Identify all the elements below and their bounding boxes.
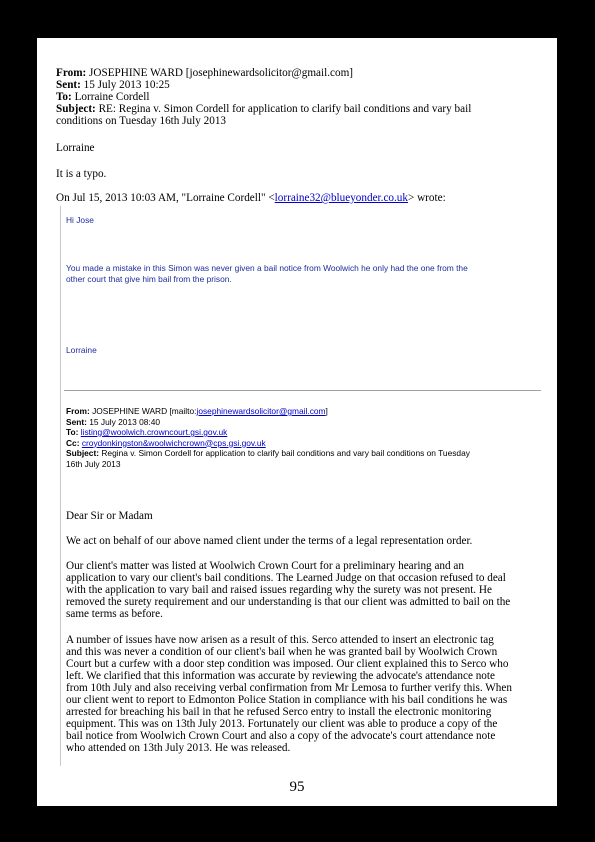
- email-header: [56, 67, 546, 127]
- original-sent-row: Sent: 15 July 2013 08:40: [66, 416, 161, 427]
- original-cc-row: Cc: croydonkingston&woolwichcrown@cps.gsi.gov.uk: [66, 437, 266, 448]
- original-from-row: From: JOSEPHINE WARD [mailto:josephinewardsolicitor@gmail.com]: [66, 406, 328, 416]
- reply-body: It is a typo.: [56, 168, 107, 180]
- reply-greeting: Lorraine: [56, 142, 95, 154]
- letter-para3: A number of issues have now arisen as a result of this. Serco attended to insert an electronic tag and this was never a condition of our client's bail when he was granted bail by Woolwich Crown Court but a curfew with a door step condition was imposed. Our client explained this to Serco who left. We clarified that this information was accurate by reviewing the advocate's attendance note from 10th July and also receiving verbal confirmation from Mr Lemosa to further verify this. When our client went to report to Edmonton Police Station in compliance with his bail conditions he was arrested for breaching his bail in that he refused Serco entry to install the electronic monitoring equipment. This was on 13th July 2013. Fortunately our client was able to produce a copy of the bail notice from Woolwich Crown Court and also a copy of the advocate's court attendance note who attended on 13th July 2013. He was released.: [66, 634, 512, 754]
- quote-intro: On Jul 15, 2013 10:03 AM, "Lorraine Cordell" <lorraine32@blueyonder.co.uk> wrote:: [56, 192, 446, 204]
- from-email-link[interactable]: josephinewardsolicitor@gmail.com: [196, 406, 326, 416]
- to-email-link[interactable]: listing@woolwich.crowncourt.gsi.gov.uk: [80, 427, 228, 437]
- letter-salutation: Dear Sir or Madam: [66, 510, 153, 522]
- original-subject-row: Subject: Regina v. Simon Cordell for application to clarify bail conditions and vary bail conditions on Tuesday: [66, 448, 470, 458]
- quoted-body: You made a mistake in this Simon was never given a bail notice from Woolwich he only had the one from the other court that give him bail from the prison.: [66, 263, 468, 284]
- from-row: From: JOSEPHINE WARD [josephinewardsolicitor@gmail.com]: [56, 67, 354, 79]
- letter-para2: Our client's matter was listed at Woolwich Crown Court for a preliminary hearing and an application to vary our client's bail conditions. The Learned Judge on that occasion refused to deal with the application to vary bail and raised issues regarding why the surety was not present. He removed the surety requirement and our understanding is that our client was admitted to bail on the same terms as before.: [66, 560, 511, 620]
- original-subject-cont: 16th July 2013: [66, 458, 121, 469]
- divider: [64, 390, 541, 391]
- letter-para1: We act on behalf of our above named client under the terms of a legal representation order.: [66, 535, 473, 547]
- original-header: [66, 406, 546, 469]
- cc-email-link[interactable]: croydonkingston&woolwichcrown@cps.gsi.gov.uk: [81, 437, 266, 448]
- subject-row-cont: conditions on Tuesday 16th July 2013: [56, 115, 227, 127]
- subject-row: Subject: RE: Regina v. Simon Cordell for application to clarify bail conditions and vary bail: [56, 103, 472, 115]
- page-number: 95: [289, 779, 305, 795]
- email-link[interactable]: lorraine32@blueyonder.co.uk: [274, 192, 408, 204]
- document-page: [37, 38, 557, 806]
- sent-row: Sent: 15 July 2013 10:25: [56, 79, 170, 91]
- quote-bar: [60, 206, 61, 766]
- quoted-signoff: Lorraine: [66, 345, 97, 355]
- quoted-greeting: Hi Jose: [66, 215, 94, 225]
- original-to-row: To: listing@woolwich.crowncourt.gsi.gov.uk: [66, 427, 228, 437]
- to-row: To: Lorraine Cordell: [56, 91, 150, 103]
